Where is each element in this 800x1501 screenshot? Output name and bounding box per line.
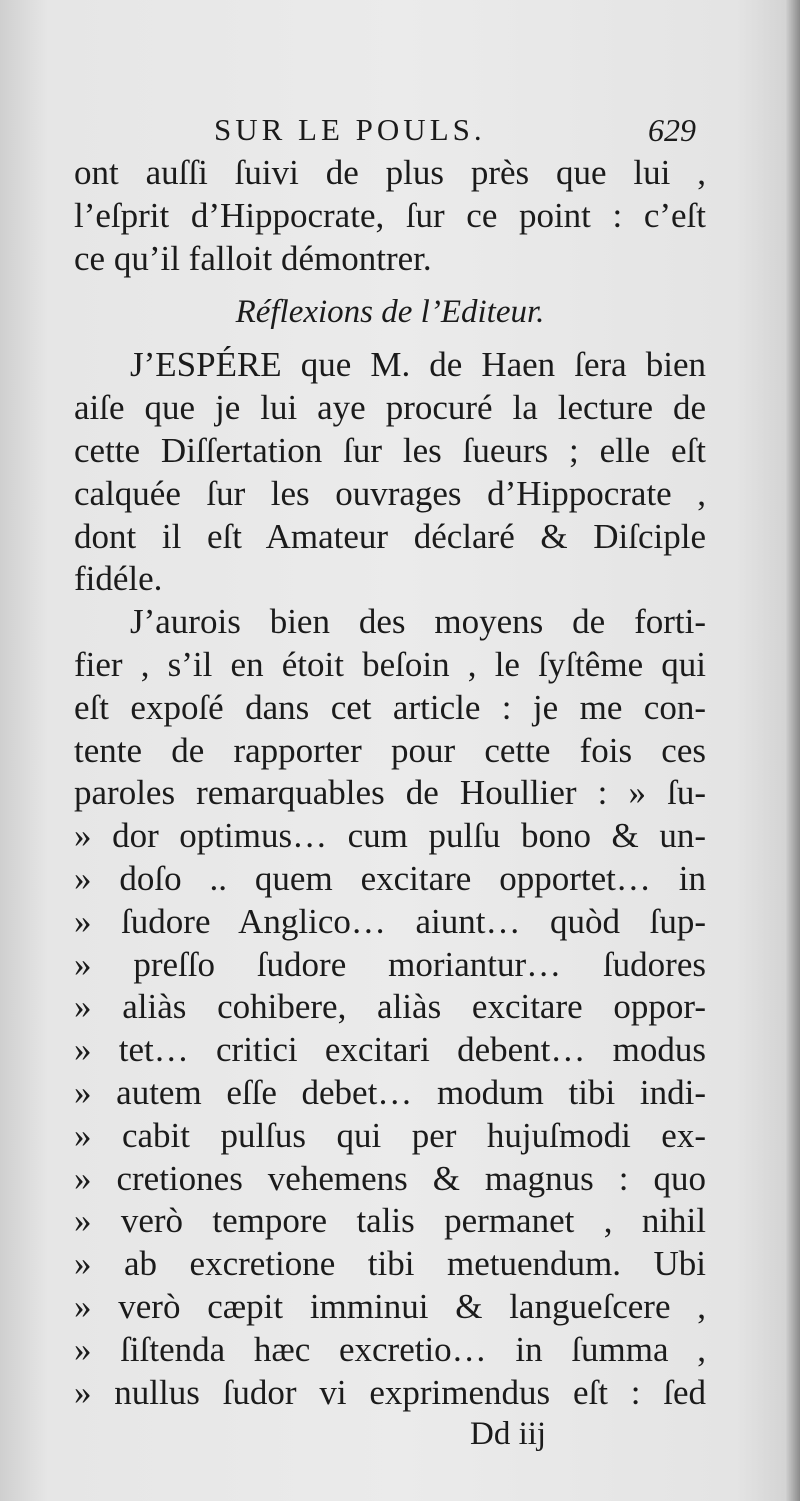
- text-line: » aliàs cohibere, aliàs excitare oppor-: [74, 987, 706, 1027]
- text-line: » ſudore Anglico… aiunt… quòd ſup-: [74, 901, 706, 941]
- text-line: J’ESPÉRE que M. de Haen ſera bien: [130, 345, 706, 385]
- text-line: » tet… critici excitari debent… modus: [74, 1030, 706, 1070]
- text-line: » verò tempore talis permanet , nihil: [74, 1201, 706, 1241]
- text-line: paroles remarquables de Houllier : » ſu-: [74, 773, 706, 813]
- page-footer: [74, 1414, 706, 1474]
- text-line: » cretiones vehemens & magnus : quo: [74, 1158, 706, 1198]
- text-block: [74, 112, 706, 1474]
- text-line: fidéle.: [74, 559, 163, 599]
- text-line: cette Diſſertation ſur les ſueurs ; elle eſt: [74, 430, 706, 470]
- text-line: ce qu’il falloit démontrer.: [74, 238, 432, 278]
- text-line: » preſſo ſudore moriantur… ſudores: [74, 944, 706, 984]
- text-line: » ſiſtenda hæc excretio… in ſumma ,: [74, 1329, 706, 1369]
- page-spine-shadow: [786, 0, 800, 1501]
- text-line: » doſo .. quem excitare opportet… in: [74, 858, 706, 898]
- section-heading: Réflexions de l’Editeur.: [235, 294, 545, 331]
- text-line: dont il eſt Amateur déclaré & Diſciple: [74, 516, 706, 556]
- text-line: l’eſprit d’Hippocrate, ſur ce point : c’eſt: [74, 195, 706, 235]
- page-header: [74, 112, 706, 152]
- running-head: SUR LE POULS.: [214, 112, 486, 147]
- text-line: J’aurois bien des moyens de forti-: [130, 602, 706, 642]
- text-line: » cabit pulſus qui per hujuſmodi ex-: [74, 1115, 706, 1155]
- text-line: calquée ſur les ouvrages d’Hippocrate ,: [74, 473, 706, 513]
- text-line: eſt expoſé dans cet article : je me con-: [74, 687, 706, 727]
- text-line: » ab excretione tibi metuendum. Ubi: [74, 1244, 706, 1284]
- text-line: » nullus ſudor vi exprimendus eſt : ſed: [74, 1372, 706, 1412]
- text-line: » autem eſſe debet… modum tibi indi-: [74, 1072, 706, 1112]
- text-line: tente de rapporter pour cette fois ces: [74, 730, 706, 770]
- text-line: aiſe que je lui aye procuré la lecture de: [74, 388, 706, 428]
- page-number: 629: [648, 112, 696, 148]
- text-line: » dor optimus… cum pulſu bono & un-: [74, 816, 706, 856]
- text-line: ont auſſi ſuivi de plus près que lui ,: [74, 153, 706, 192]
- text-line: fier , s’il en étoit beſoin , le ſyſtême qui: [74, 644, 706, 684]
- text-line: » verò cæpit imminui & langueſcere ,: [74, 1286, 706, 1326]
- signature-mark: Dd iij: [470, 1416, 547, 1453]
